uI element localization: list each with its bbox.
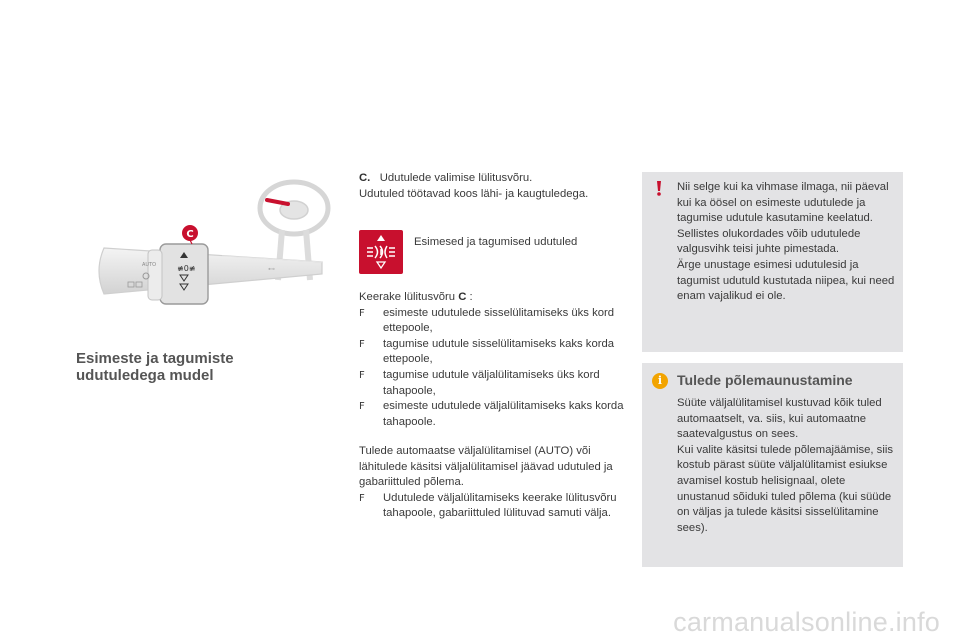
ring-c-title: Udutulede valimise lülitusvõru.	[379, 172, 533, 184]
bullet-icon: F	[359, 307, 365, 319]
front-rear-fog-icon	[359, 230, 403, 274]
info-icon: i	[652, 373, 668, 389]
ring-c-subtitle: Udutuled töötavad koos lähi- ja kaugtuledega.	[359, 187, 589, 200]
fog-icon-caption: Esimesed ja tagumised udutuled	[414, 236, 578, 248]
bullet-icon: F	[359, 401, 365, 413]
info-title: Tulede põlemaunustamine	[677, 372, 853, 388]
watermark: carmanualsonline.info	[673, 607, 940, 637]
bullet-icon: F	[359, 492, 365, 504]
warning-text: Nii selge kui ka vihmase ilmaga, nii päeval kui ka öösel on esimeste udutulede ja tagumise udutule kasutamine keelatud. Sellistes olukordades võib udutulede valgusvihk teisi juhte pimestada. Ärge unustage esimesi udutulesid ja tagumist udutuld kustutada niipea, kui need enam vajalikud ei ole.	[677, 181, 895, 303]
auto-off-instructions	[359, 444, 629, 522]
info-text: Süüte väljalülitamisel kustuvad kõik tuled automaatselt, va. siis, kui automaatne saatevalgustus on sees. Kui valite käsitsi tulede põlemajäämise, siis kostub pärast süüte väljalülitamist esiukse avamisel kostub helisignaal, olete unustanud sõiduki tuled põlema (kui süüde on väljas ja tulede käsitsi sisselülitamine sees).	[677, 397, 893, 534]
list-item: F tagumise udutule väljalülitamiseks üks kord tahapoole,	[359, 368, 600, 397]
svg-text:⊷: ⊷	[268, 265, 275, 273]
turn-instructions	[359, 290, 629, 430]
bullet-icon: F	[359, 369, 365, 381]
light-stalk-illustration	[82, 170, 332, 320]
auto-paragraph: Tulede automaatse väljalülitamisel (AUTO) või lähitulede käsitsi väljalülitamisel jäävad udutuled ja gabariittuled põlema.	[359, 445, 613, 489]
svg-text:≢0≢: ≢0≢	[177, 264, 196, 273]
red-marker	[267, 200, 288, 204]
warning-exclamation-icon	[652, 180, 666, 196]
callout-c-letter: C	[186, 229, 194, 240]
list-item: F tagumise udutule sisselülitamiseks kaks korda ettepoole,	[359, 337, 615, 366]
list-item: F esimeste udutulede väljalülitamiseks kaks korda tahapoole.	[359, 400, 624, 428]
ring-c-description	[359, 171, 629, 202]
list-item: F esimeste udutulede sisselülitamiseks üks kord ettepoole,	[359, 306, 615, 335]
ring-c-prefix: C.	[359, 172, 371, 184]
turn-intro: Keerake lülitusvõru C :	[359, 291, 473, 303]
list-item: F Udutulede väljalülitamiseks keerake lülitusvõru tahapoole, gabariittuled lülituvad samuti välja.	[359, 491, 617, 520]
section-title: Esimeste ja tagumiste udutuledega mudel	[76, 350, 234, 384]
bullet-icon: F	[359, 338, 365, 350]
auto-label: AUTO	[142, 262, 157, 268]
